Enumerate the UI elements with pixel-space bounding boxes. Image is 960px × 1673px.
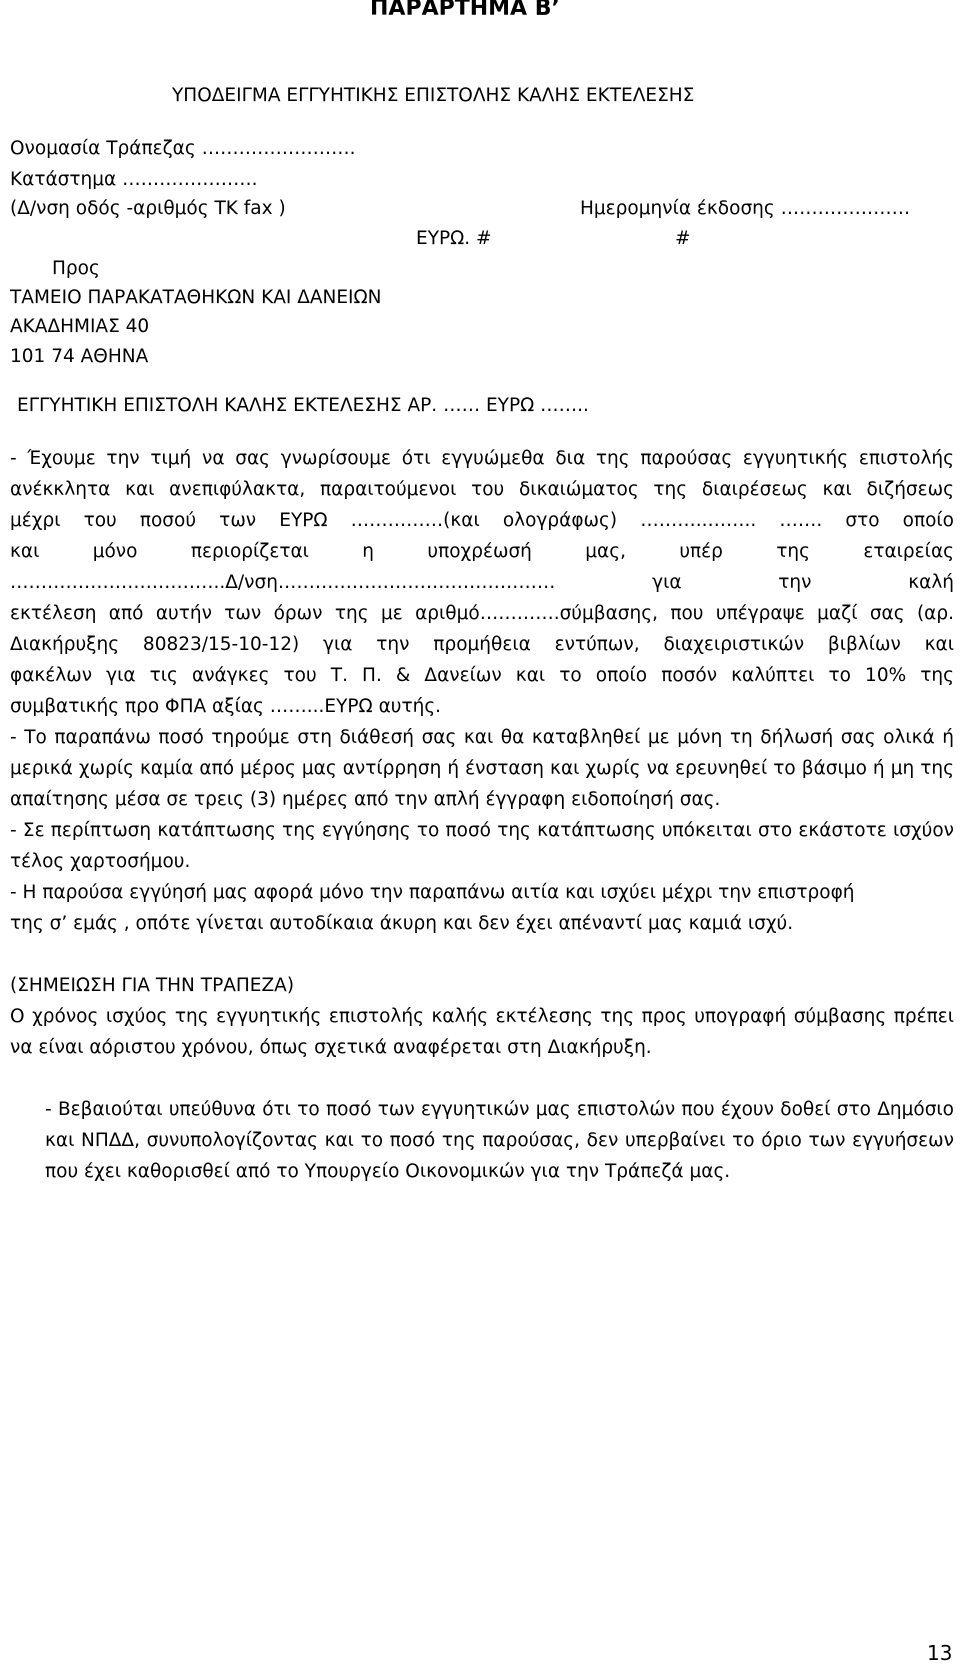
page-number: 13 xyxy=(927,1641,953,1665)
amount-line-left: ΕΥΡΩ. # xyxy=(416,228,492,249)
recipient-name: ΤΑΜΕΙΟ ΠΑΡΑΚΑΤΑΘΗΚΩΝ ΚΑΙ ΔΑΝΕΙΩΝ xyxy=(10,287,382,308)
recipient-to: Προς xyxy=(52,258,100,279)
body-line-4: και μόνο περιορίζεται η υποχρέωσή μας, υπέρ της εταιρείας xyxy=(10,541,954,562)
body-line-2: ανέκκλητα και ανεπιφύλακτα, παραιτούμενοι του δικαιώματος της διαιρέσεως και διζήσεως xyxy=(10,479,954,500)
paragraph-payment-text: - Το παραπάνω ποσό τηρούμε στη διάθεσή σας και θα καταβληθεί με μόνη τη δήλωσή σας ολικά ή μερικά χωρίς καμία από μέρος μας αντίρρηση ή ένσταση και χωρίς να ερευνηθεί το βάσιμο ή μη της απαίτησης μέσα σε τρεις (3) ημέρες από την απλή έγγραφη ειδοποίησή σας. xyxy=(10,727,954,810)
letter-reference: ΕΓΓΥΗΤΙΚΗ ΕΠΙΣΤΟΛΗ ΚΑΛΗΣ ΕΚΤΕΛΕΣΗΣ ΑΡ. …… ΕΥΡΩ …….. xyxy=(17,395,589,416)
paragraph-payment xyxy=(10,722,954,815)
bank-name-line: Ονομασία Τράπεζας ……………………. xyxy=(10,138,356,159)
paragraph-forfeiture xyxy=(10,815,954,877)
body-line-8: φακέλων για τις ανάγκες του Τ. Π. & Δανείων και το οποίο ποσόν καλύπτει το 10% της xyxy=(10,665,954,686)
annex-title: ΠΑΡΑΡΤΗΜΑ Β’ xyxy=(370,0,560,21)
recipient-street: ΑΚΑΔΗΜΙΑΣ 40 xyxy=(10,316,150,337)
amount-line-right: # xyxy=(675,228,691,249)
note-paragraph-text: Ο χρόνος ισχύος της εγγυητικής επιστολής καλής εκτέλεσης της προς υπογραφή σύμβασης πρέπει να είναι αόριστου χρόνου, όπως σχετικά αναφέρεται στη Διακήρυξη. xyxy=(10,1006,954,1058)
body-line-9: συμβατικής προ ΦΠΑ αξίας ……...ΕΥΡΩ αυτής. xyxy=(10,696,442,717)
body-line-5: ……………………………..Δ/νση……………………………………… για την καλή xyxy=(10,572,954,593)
body-line-1: - Έχουμε την τιμή να σας γνωρίσουμε ότι εγγυώμεθα δια της παρούσας εγγυητικής επιστολής xyxy=(10,448,954,469)
paragraph-forfeiture-text: - Σε περίπτωση κατάπτωσης της εγγύησης το ποσό της κατάπτωσης υπόκειται στο εκάστοτε ισχύον τέλος χαρτοσήμου. xyxy=(10,820,954,872)
note-bullet-text: - Βεβαιούται υπεύθυνα ότι το ποσό των εγγυητικών μας επιστολών που έχουν δοθεί στο Δημόσιο και ΝΠΔΔ, συνυπολογίζοντας και το ποσό της παρούσας, δεν υπερβαίνει το όριο των εγγυήσεων που έχει καθορισθεί από το Υπουργείο Οικονομικών για την Τράπεζά μας. xyxy=(45,1099,954,1182)
body-line-7: Διακήρυξης 80823/15-10-12) για την προμήθεια εντύπων, διαχειριστικών βιβλίων και xyxy=(10,634,954,655)
address-line: (Δ/νση οδός -αριθμός ΤΚ fax ) xyxy=(10,198,286,219)
body-line-6: εκτέλεση από αυτήν των όρων της με αριθμό………….σύμβασης, που υπέγραψε μαζί σας (αρ. xyxy=(10,603,954,624)
note-paragraph xyxy=(10,1001,954,1063)
issue-date-line: Ημερομηνία έκδοσης ………………… xyxy=(580,198,911,219)
validity-line-1: - Η παρούσα εγγύησή μας αφορά μόνο την παραπάνω αιτία και ισχύει μέχρι την επιστροφή xyxy=(10,882,855,903)
note-bullet xyxy=(45,1094,954,1187)
recipient-city: 101 74 ΑΘΗΝΑ xyxy=(10,346,149,367)
note-heading: (ΣΗΜΕΙΩΣΗ ΓΙΑ ΤΗΝ ΤΡΑΠΕΖΑ) xyxy=(10,975,295,996)
branch-line: Κατάστημα …………………. xyxy=(10,169,258,190)
template-title: ΥΠΟΔΕΙΓΜΑ ΕΓΓΥΗΤΙΚΗΣ ΕΠΙΣΤΟΛΗΣ ΚΑΛΗΣ ΕΚΤΕΛΕΣΗΣ xyxy=(172,85,695,106)
body-line-3: μέχρι του ποσού των ΕΥΡΩ ……………(και ολογράφως) ………..…….. ……. στο οποίο xyxy=(10,510,954,531)
validity-line-2: της σ’ εμάς , οπότε γίνεται αυτοδίκαια άκυρη και δεν έχει απέναντί μας καμιά ισχύ. xyxy=(10,913,794,934)
